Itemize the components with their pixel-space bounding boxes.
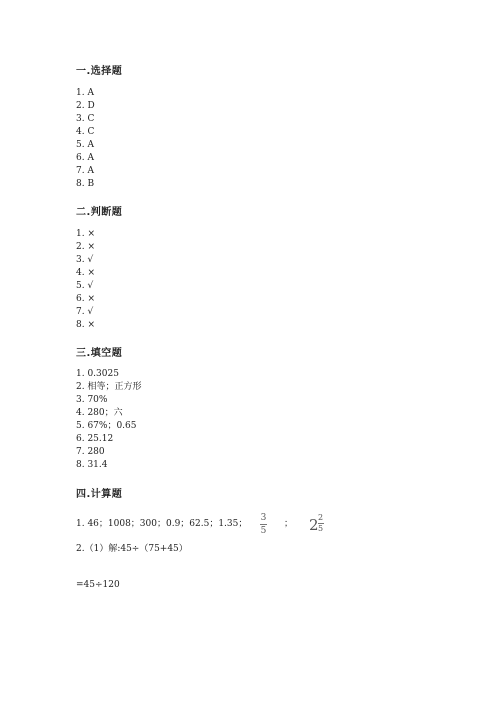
answer-line: 7. A — [76, 166, 94, 176]
section-title-judgement: 二.判断题 — [76, 207, 123, 218]
answer-line: 1. A — [76, 88, 94, 98]
fraction-bar — [260, 524, 267, 525]
answer-line: 5. A — [76, 140, 94, 150]
fraction-three-fifths — [260, 513, 267, 536]
section-title-choice: 一.选择题 — [76, 66, 123, 77]
fraction-numerator: 3 — [260, 513, 267, 523]
answer-line: 4. 280；六 — [76, 408, 123, 418]
section-title-calculation: 四.计算题 — [76, 489, 123, 500]
mixed-number — [309, 513, 327, 535]
section-title-fill-blank: 三.填空题 — [76, 348, 123, 359]
fraction-denominator: 5 — [260, 526, 267, 536]
separator: ； — [284, 519, 294, 529]
mixed-denominator: 5 — [318, 524, 324, 533]
answer-line: 7. 280 — [76, 447, 105, 457]
answer-line: 5. √ — [76, 281, 94, 291]
answer-line: 4. C — [76, 127, 95, 137]
answer-line: 3. 70% — [76, 395, 108, 405]
answer-line: 8. 31.4 — [76, 460, 108, 470]
solution-line: 2.（1）解:45÷（75+45） — [76, 544, 188, 554]
answer-line: 2. 相等；正方形 — [76, 382, 142, 392]
mixed-whole: 2 — [309, 516, 319, 534]
answer-line: 1. × — [76, 229, 95, 239]
mixed-numerator: 2 — [318, 513, 324, 522]
answer-line: 6. × — [76, 294, 95, 304]
answer-line: 2. × — [76, 242, 95, 252]
answer-line: 3. √ — [76, 255, 94, 265]
solution-line: =45÷120 — [76, 580, 120, 590]
answer-line: 8. B — [76, 179, 95, 189]
answer-line: 2. D — [76, 101, 95, 111]
answer-line: 6. 25.12 — [76, 434, 114, 444]
answer-line: 1. 0.3025 — [76, 369, 119, 379]
answer-line: 6. A — [76, 153, 94, 163]
answer-line: 4. × — [76, 268, 95, 278]
answer-line: 8. × — [76, 320, 95, 330]
calc-answers-line: 1. 46；1008；300；0.9；62.5；1.35； — [76, 519, 248, 529]
answer-line: 3. C — [76, 114, 95, 124]
answer-line: 7. √ — [76, 307, 94, 317]
answer-line: 5. 67%；0.65 — [76, 421, 137, 431]
